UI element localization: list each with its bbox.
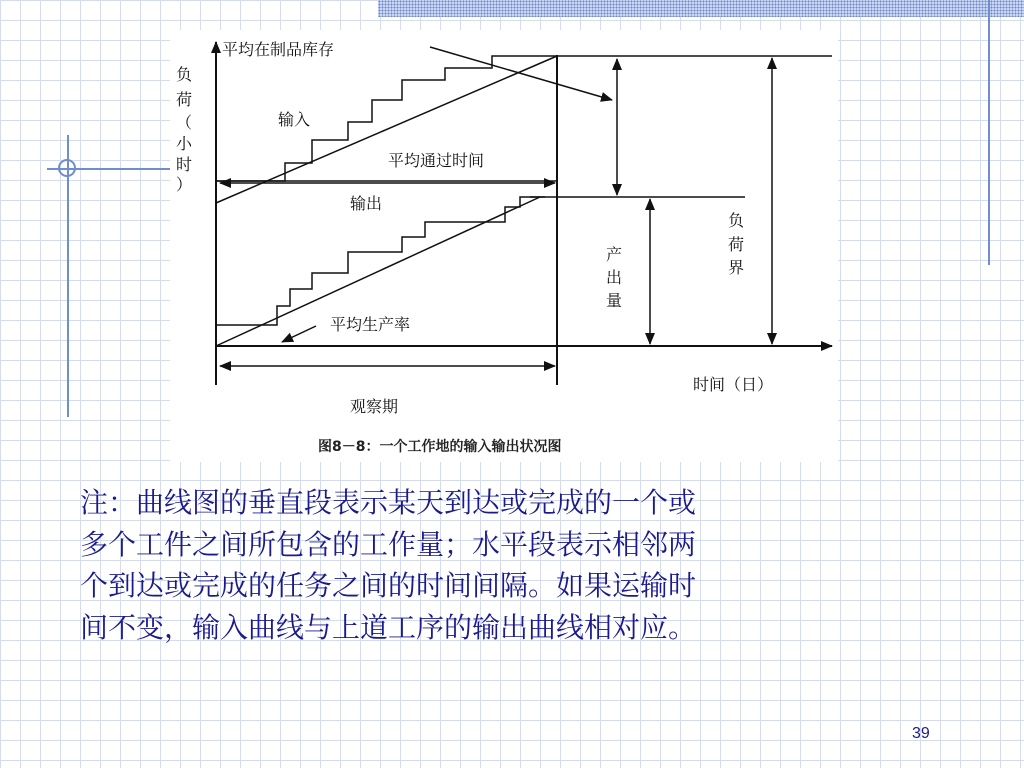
- figure-caption: 图8－8：一个工作地的输入输出状况图: [318, 439, 562, 455]
- y-axis-char: 时: [176, 155, 193, 174]
- load-bound-char: 界: [728, 258, 745, 277]
- y-axis-char: 负: [176, 65, 193, 84]
- input-staircase: [216, 56, 557, 181]
- avg-throughput-time-label: 平均通过时间: [388, 151, 485, 170]
- output-quantity-char: 产: [606, 245, 623, 264]
- y-axis-char: ）: [176, 175, 193, 194]
- input-label: 输入: [278, 110, 311, 129]
- load-bound-label: [728, 211, 744, 277]
- avg-production-rate-label: 平均生产率: [330, 315, 411, 334]
- y-axis-char: 小: [176, 134, 193, 153]
- load-bound-char: 负: [728, 211, 745, 230]
- note-line: 注：曲线图的垂直段表示某天到达或完成的一个或: [80, 486, 697, 519]
- note-line: 间不变，输入曲线与上道工序的输出曲线相对应。: [80, 610, 697, 644]
- note-line: 多个工件之间所包含的工作量；水平段表示相邻两: [80, 527, 697, 561]
- output-quantity-label: [606, 245, 622, 310]
- note-paragraph: [80, 482, 960, 648]
- output-staircase: [216, 197, 545, 325]
- avg-wip-label: 平均在制品库存: [222, 40, 335, 59]
- avg-rate-pointer: [282, 326, 316, 342]
- note-line: 个到达或完成的任务之间的时间间隔。如果运输时: [80, 569, 697, 602]
- output-quantity-char: 出: [606, 268, 623, 287]
- x-axis-label: 时间（日）: [693, 375, 774, 394]
- load-bound-char: 荷: [728, 235, 745, 254]
- output-label: 输出: [350, 194, 383, 213]
- y-axis-char: 荷: [176, 90, 193, 109]
- page-number: 39: [912, 725, 930, 742]
- avg-wip-pointer-arrow: [430, 47, 612, 100]
- observation-period-label: 观察期: [350, 397, 399, 416]
- y-axis-label: [176, 65, 193, 194]
- output-quantity-char: 量: [606, 291, 623, 310]
- y-axis-char: （: [176, 113, 193, 132]
